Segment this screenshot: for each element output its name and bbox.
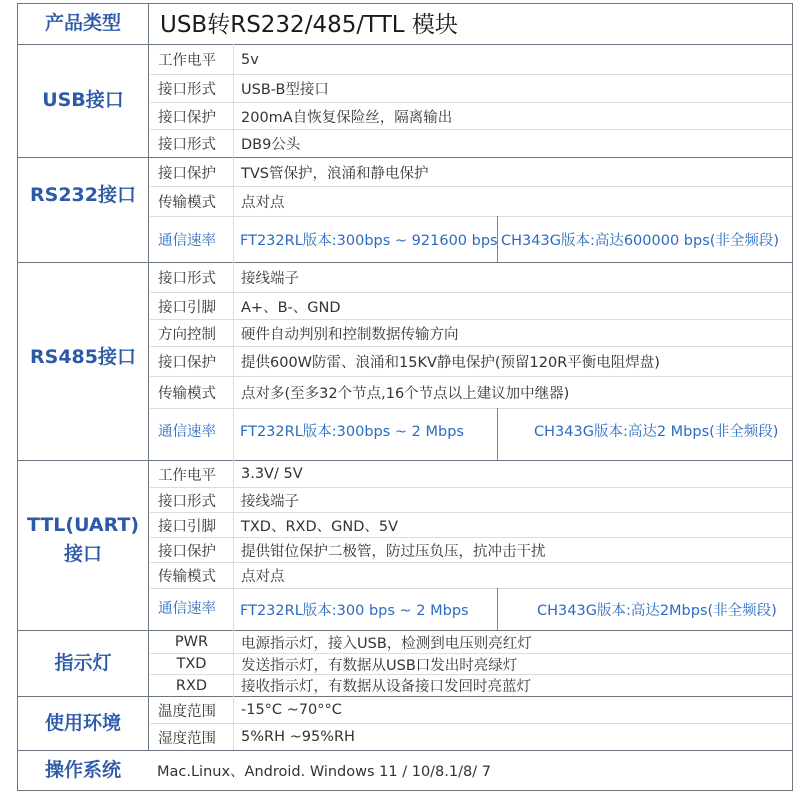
speed-label: 通信速率: [158, 233, 216, 249]
row-value: TVS管保护，浪涌和静电保护: [241, 165, 429, 182]
row-label: 接口形式: [158, 137, 216, 153]
row-value: 5v: [241, 51, 259, 68]
row-label: 工作电平: [158, 467, 216, 484]
label-column-divider: [233, 696, 234, 750]
row-value: 电源指示灯，接入USB，检测到电压则亮红灯: [241, 635, 532, 652]
environment-section-label: 使用环境: [44, 711, 121, 734]
row-value: 提供600W防雷、浪涌和15KV静电保护(预留120R平衡电阻焊盘): [241, 355, 660, 371]
os-section-label: 操作系统: [44, 758, 121, 781]
ttl-section-label-line1: TTL(UART): [26, 513, 140, 536]
row-value: 点对点: [241, 195, 285, 211]
row-value: 硬件自动判别和控制数据传输方向: [241, 326, 459, 343]
usb-section-label: USB接口: [42, 89, 124, 112]
row-label: 工作电平: [158, 53, 216, 69]
row-label: 接口引脚: [158, 518, 216, 535]
row-label: 接口保护: [158, 355, 216, 371]
row-value: USB-B型接口: [241, 82, 329, 98]
speed-label: 通信速率: [158, 424, 216, 440]
row-label: 湿度范围: [158, 730, 216, 747]
row-label: 接口保护: [158, 543, 216, 560]
rs485-section-label: RS485接口: [30, 346, 136, 369]
row-value: DB9公头: [241, 137, 301, 153]
label-column-divider: [233, 262, 234, 460]
row-value: 发送指示灯，有数据从USB口发出时亮绿灯: [241, 657, 518, 674]
speed-column-divider: [497, 588, 498, 630]
indicator-pwr-label: PWR: [174, 634, 209, 650]
speed-column-divider: [497, 408, 498, 460]
row-value: 3.3V/ 5V: [241, 466, 303, 482]
row-value: 点对多(至多32个节点,16个节点以上建议加中继器): [241, 386, 570, 402]
row-label: 接口形式: [158, 82, 216, 98]
row-value: -15°C ~70°°C: [241, 702, 342, 718]
row-value: 5%RH ~95%RH: [241, 729, 355, 745]
row-value: 200mA自恢复保险丝，隔离输出: [241, 109, 453, 126]
row-label: 传输模式: [158, 569, 216, 585]
header-category-label: 产品类型: [44, 12, 121, 35]
row-value: 接线端子: [241, 271, 299, 287]
row-label: 接口引脚: [158, 299, 216, 316]
row-label: 温度范围: [158, 703, 216, 720]
ttl-section-label-line2: 接口: [63, 543, 102, 565]
row-label: 接口形式: [158, 271, 216, 287]
category-column-divider: [148, 3, 149, 751]
rs232-section-label: RS232接口: [30, 184, 136, 207]
row-label: 接口形式: [158, 493, 216, 510]
indicator-rxd-label: RXD: [175, 677, 208, 694]
row-label: 接口保护: [158, 109, 216, 126]
speed-label: 通信速率: [158, 600, 216, 617]
ch343-speed: CH343G版本:高达600000 bps(非全频段): [501, 233, 780, 249]
page-title: USB转RS232/485/TTL 模块: [160, 11, 458, 38]
ttl-section-label: [18, 461, 148, 619]
ft232-speed: FT232RL版本:300bps ~ 2 Mbps: [240, 424, 464, 440]
ft232-speed: FT232RL版本:300bps ~ 921600 bps: [240, 233, 498, 249]
row-value: 点对点: [241, 569, 285, 585]
label-column-divider: [233, 44, 234, 157]
label-column-divider: [233, 630, 234, 696]
row-label: 传输模式: [158, 195, 216, 211]
os-value: Mac.Linux、Android. Windows 11 / 10/8.1/8/ 7: [157, 764, 491, 780]
row-value: A+、B-、GND: [241, 299, 341, 316]
indicator-section-label: 指示灯: [54, 651, 112, 674]
indicator-txd-label: TXD: [176, 656, 207, 672]
row-value: 提供钳位保护二极管，防过压负压，抗冲击干扰: [241, 543, 546, 560]
ch343-speed: CH343G版本:高达2 Mbps(非全频段): [534, 424, 779, 440]
ft232-speed: FT232RL版本:300 bps ~ 2 Mbps: [240, 603, 469, 619]
table-border-bottom: [17, 790, 793, 791]
label-column-divider: [233, 157, 234, 262]
ch343-speed: CH343G版本:高达2Mbps(非全频段): [537, 603, 777, 619]
table-border-right: [792, 3, 793, 791]
row-label: 接口保护: [158, 165, 216, 182]
row-label: 传输模式: [158, 386, 216, 402]
row-value: 接收指示灯，有数据从设备接口发回时亮蓝灯: [241, 679, 531, 695]
row-value: TXD、RXD、GND、5V: [241, 518, 399, 535]
row-label: 方向控制: [158, 326, 216, 343]
label-column-divider: [233, 460, 234, 630]
row-value: 接线端子: [241, 493, 299, 510]
